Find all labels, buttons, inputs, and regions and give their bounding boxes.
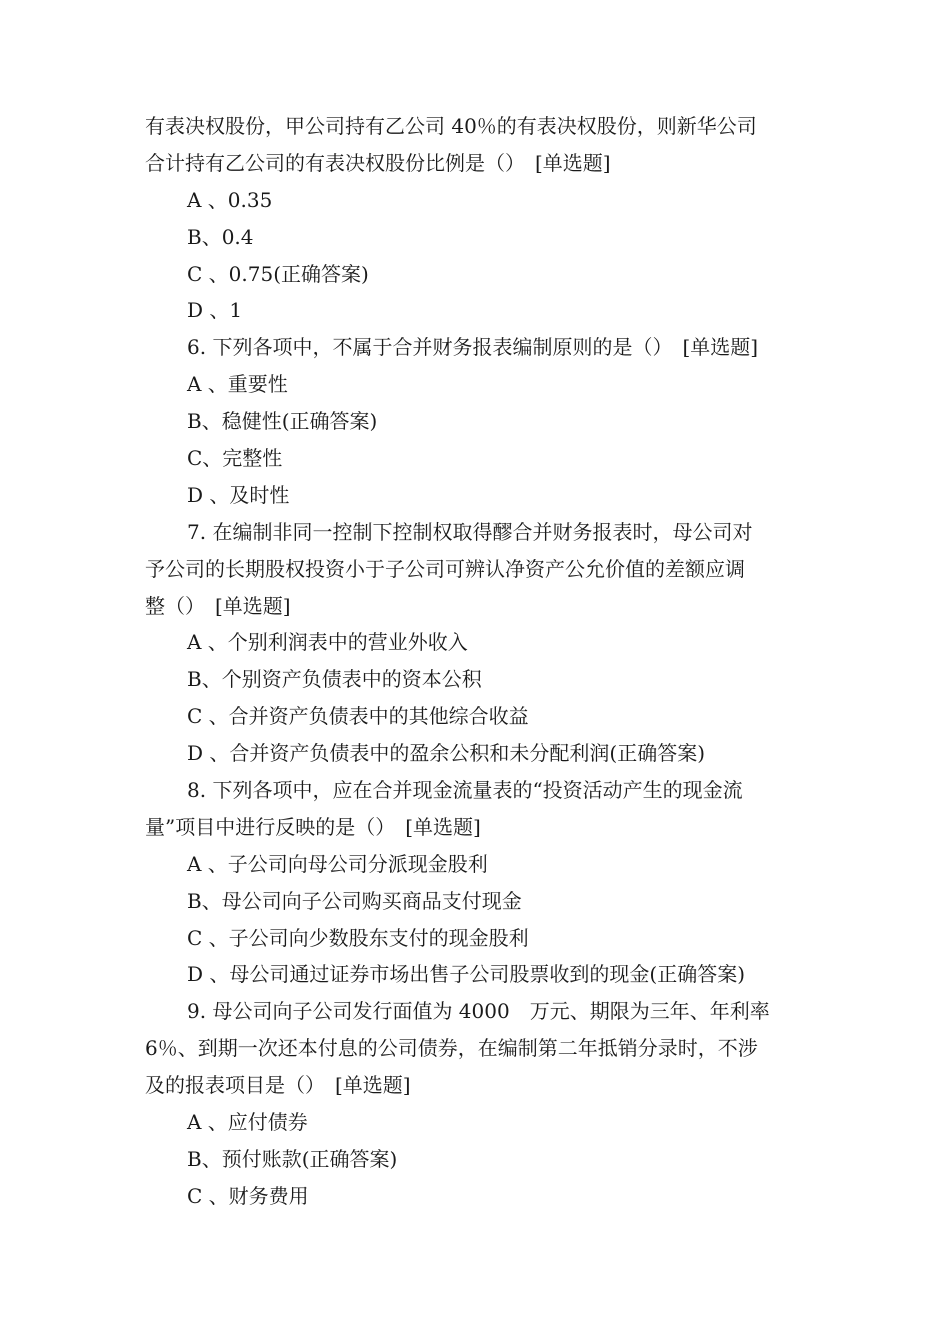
option-b: B、个别资产负债表中的资本公积 [187, 667, 482, 692]
option-a: A 、0.35 [187, 187, 273, 212]
question-6: 6. 下列各项中，不属于合并财务报表编制原则的是（） [单选题] [187, 335, 759, 360]
option-b: B、预付账款(正确答案) [187, 1146, 398, 1171]
option-b: B、0.4 [187, 224, 254, 249]
option-a: A 、应付债券 [187, 1110, 308, 1135]
text-line-continuation: 予公司的长期股权投资小于子公司可辨认净资产公允价值的差额应调 [145, 556, 745, 581]
option-b: B、稳健性(正确答案) [187, 409, 378, 434]
option-d: D 、合并资产负债表中的盈余公积和未分配利润(正确答案) [187, 741, 705, 766]
option-c: C 、子公司向少数股东支付的现金股利 [187, 925, 529, 950]
text-line-continuation: 合计持有乙公司的有表决权股份比例是（） [单选题] [145, 150, 611, 175]
option-d: D 、母公司通过证券市场出售子公司股票收到的现金(正确答案) [187, 962, 745, 987]
text-line-continuation: 及的报表项目是（） [单选题] [145, 1073, 411, 1098]
option-a: A 、个别利润表中的营业外收入 [187, 630, 468, 655]
option-d: D 、1 [187, 298, 243, 323]
option-a: A 、子公司向母公司分派现金股利 [187, 851, 488, 876]
option-a: A 、重要性 [187, 372, 288, 397]
text-line-continuation: 6％、到期一次还本付息的公司债券，在编制第二年抵销分录时，不涉 [145, 1036, 758, 1061]
question-9: 9. 母公司向子公司发行面值为 4000 万元、期限为三年、年利率 [187, 999, 770, 1024]
option-d: D 、及时性 [187, 482, 290, 507]
question-8: 8. 下列各项中，应在合并现金流量表的“投资活动产生的现金流 [187, 778, 743, 803]
option-c: C 、合并资产负债表中的其他综合收益 [187, 704, 529, 729]
option-c: C 、财务费用 [187, 1183, 309, 1208]
option-c: C 、0.75(正确答案) [187, 261, 369, 286]
text-line-continuation: 有表决权股份，甲公司持有乙公司 40％的有表决权股份，则新华公司 [145, 114, 757, 138]
option-b: B、母公司向子公司购买商品支付现金 [187, 888, 522, 913]
text-line-continuation: 量”项目中进行反映的是（） [单选题] [145, 814, 481, 839]
text-line-continuation: 整（） [单选题] [145, 593, 291, 618]
question-7: 7. 在编制非同一控制下控制权取得醪合并财务报表时，母公司对 [187, 519, 753, 544]
question-text-body [145, 108, 815, 1215]
option-c: C、完整性 [187, 446, 283, 471]
